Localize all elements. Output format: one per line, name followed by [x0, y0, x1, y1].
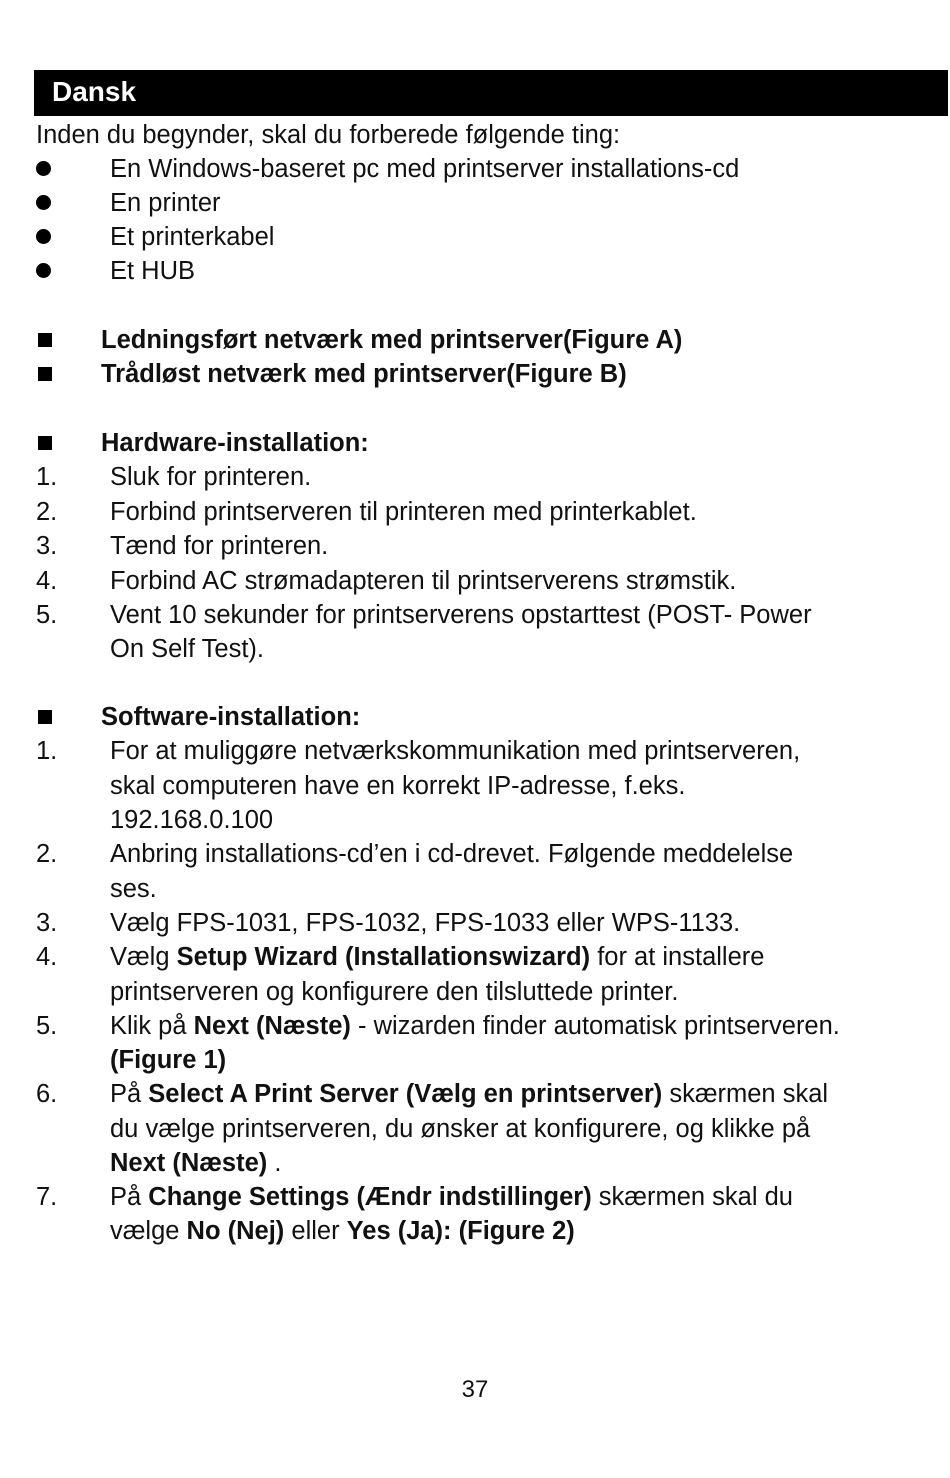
step-number: 1.: [36, 463, 58, 491]
step-text: [110, 940, 764, 974]
ui-label-select-print-server: Select A Print Server (Vælg en printserver): [148, 1080, 663, 1108]
page-number: 37: [461, 1376, 489, 1403]
text-run: vælge: [110, 1217, 187, 1245]
step-text: Anbring installations-cd’en i cd-drevet. Følgende meddelelse: [110, 840, 794, 868]
list-item: Et HUB: [110, 257, 196, 285]
step-text: Vent 10 sekunder for printserverens opstarttest (POST- Power: [110, 601, 812, 629]
bullet-dot: [36, 161, 51, 176]
step-text: [110, 1077, 828, 1111]
heading-software: Software-installation:: [101, 703, 361, 731]
step-text-cont: skal computeren have en korrekt IP-adresse, f.eks.: [110, 772, 686, 800]
step-text: Vælg FPS-1031, FPS-1032, FPS-1033 eller WPS-1133.: [110, 909, 741, 937]
ui-label-no: No (Nej): [186, 1217, 285, 1245]
bullet-dot: [36, 229, 51, 244]
ui-label-setup-wizard: Setup Wizard (Installationswizard): [176, 943, 591, 971]
step-text-cont: printserveren og konfigurere den tilsluttede printer.: [110, 978, 679, 1006]
step-number: 5.: [36, 1012, 58, 1040]
text-run: skærmen skal du: [591, 1183, 793, 1211]
step-number: 7.: [36, 1183, 58, 1211]
list-item: Et printerkabel: [110, 223, 275, 251]
step-text-cont: [110, 1146, 281, 1180]
text-run: Klik på: [110, 1012, 194, 1040]
intro-text: Inden du begynder, skal du forberede følgende ting:: [36, 121, 621, 149]
step-text-cont: [110, 1214, 575, 1248]
text-run: .: [267, 1149, 282, 1177]
step-text: For at muliggøre netværkskommunikation med printserveren,: [110, 737, 801, 765]
square-bullet: [38, 367, 52, 381]
step-text-cont: du vælge printserveren, du ønsker at konfigurere, og klikke på: [110, 1115, 811, 1143]
step-number: 4.: [36, 943, 58, 971]
step-number: 5.: [36, 601, 58, 629]
step-text: Sluk for printeren.: [110, 463, 312, 491]
section-header: [34, 70, 948, 116]
text-run: - wizarden finder automatisk printserveren.: [350, 1012, 840, 1040]
step-text: Forbind AC strømadapteren til printserverens strømstik.: [110, 567, 737, 595]
ui-label-next: Next (Næste): [110, 1149, 268, 1177]
step-number: 2.: [36, 498, 58, 526]
step-text: Forbind printserveren til printeren med printerkablet.: [110, 498, 697, 526]
section-title: Dansk: [52, 76, 137, 107]
step-text: Tænd for printeren.: [110, 532, 329, 560]
heading-hardware: Hardware-installation:: [101, 429, 369, 457]
figure-reference: (Figure 1): [110, 1046, 227, 1074]
step-number: 4.: [36, 567, 58, 595]
text-run: På: [110, 1080, 149, 1108]
step-text-cont: On Self Test).: [110, 635, 265, 663]
step-text: [110, 1180, 793, 1214]
ui-label-change-settings: Change Settings (Ændr indstillinger): [148, 1183, 592, 1211]
heading-wired-network: Ledningsført netværk med printserver(Figure A): [101, 326, 683, 354]
square-bullet: [38, 436, 52, 450]
step-text: [110, 1009, 840, 1043]
bullet-dot: [36, 195, 51, 210]
text-run: På: [110, 1183, 149, 1211]
ui-label-next: Next (Næste): [193, 1012, 351, 1040]
step-number: 3.: [36, 532, 58, 560]
step-number: 1.: [36, 737, 58, 765]
list-item: En printer: [110, 189, 221, 217]
text-run: eller: [284, 1217, 347, 1245]
list-item: En Windows-baseret pc med printserver installations-cd: [110, 155, 740, 183]
step-number: 6.: [36, 1080, 58, 1108]
text-run: Vælg: [110, 943, 177, 971]
text-run: for at installere: [590, 943, 765, 971]
step-text-cont: 192.168.0.100: [110, 806, 274, 834]
step-number: 2.: [36, 840, 58, 868]
step-number: 3.: [36, 909, 58, 937]
ui-label-yes-figure: Yes (Ja): (Figure 2): [346, 1217, 575, 1245]
text-run: skærmen skal: [662, 1080, 829, 1108]
square-bullet: [38, 333, 52, 347]
heading-wireless-network: Trådløst netværk med printserver(Figure B): [101, 360, 627, 388]
step-text-cont: ses.: [110, 875, 157, 903]
bullet-dot: [36, 263, 51, 278]
square-bullet: [38, 710, 52, 724]
